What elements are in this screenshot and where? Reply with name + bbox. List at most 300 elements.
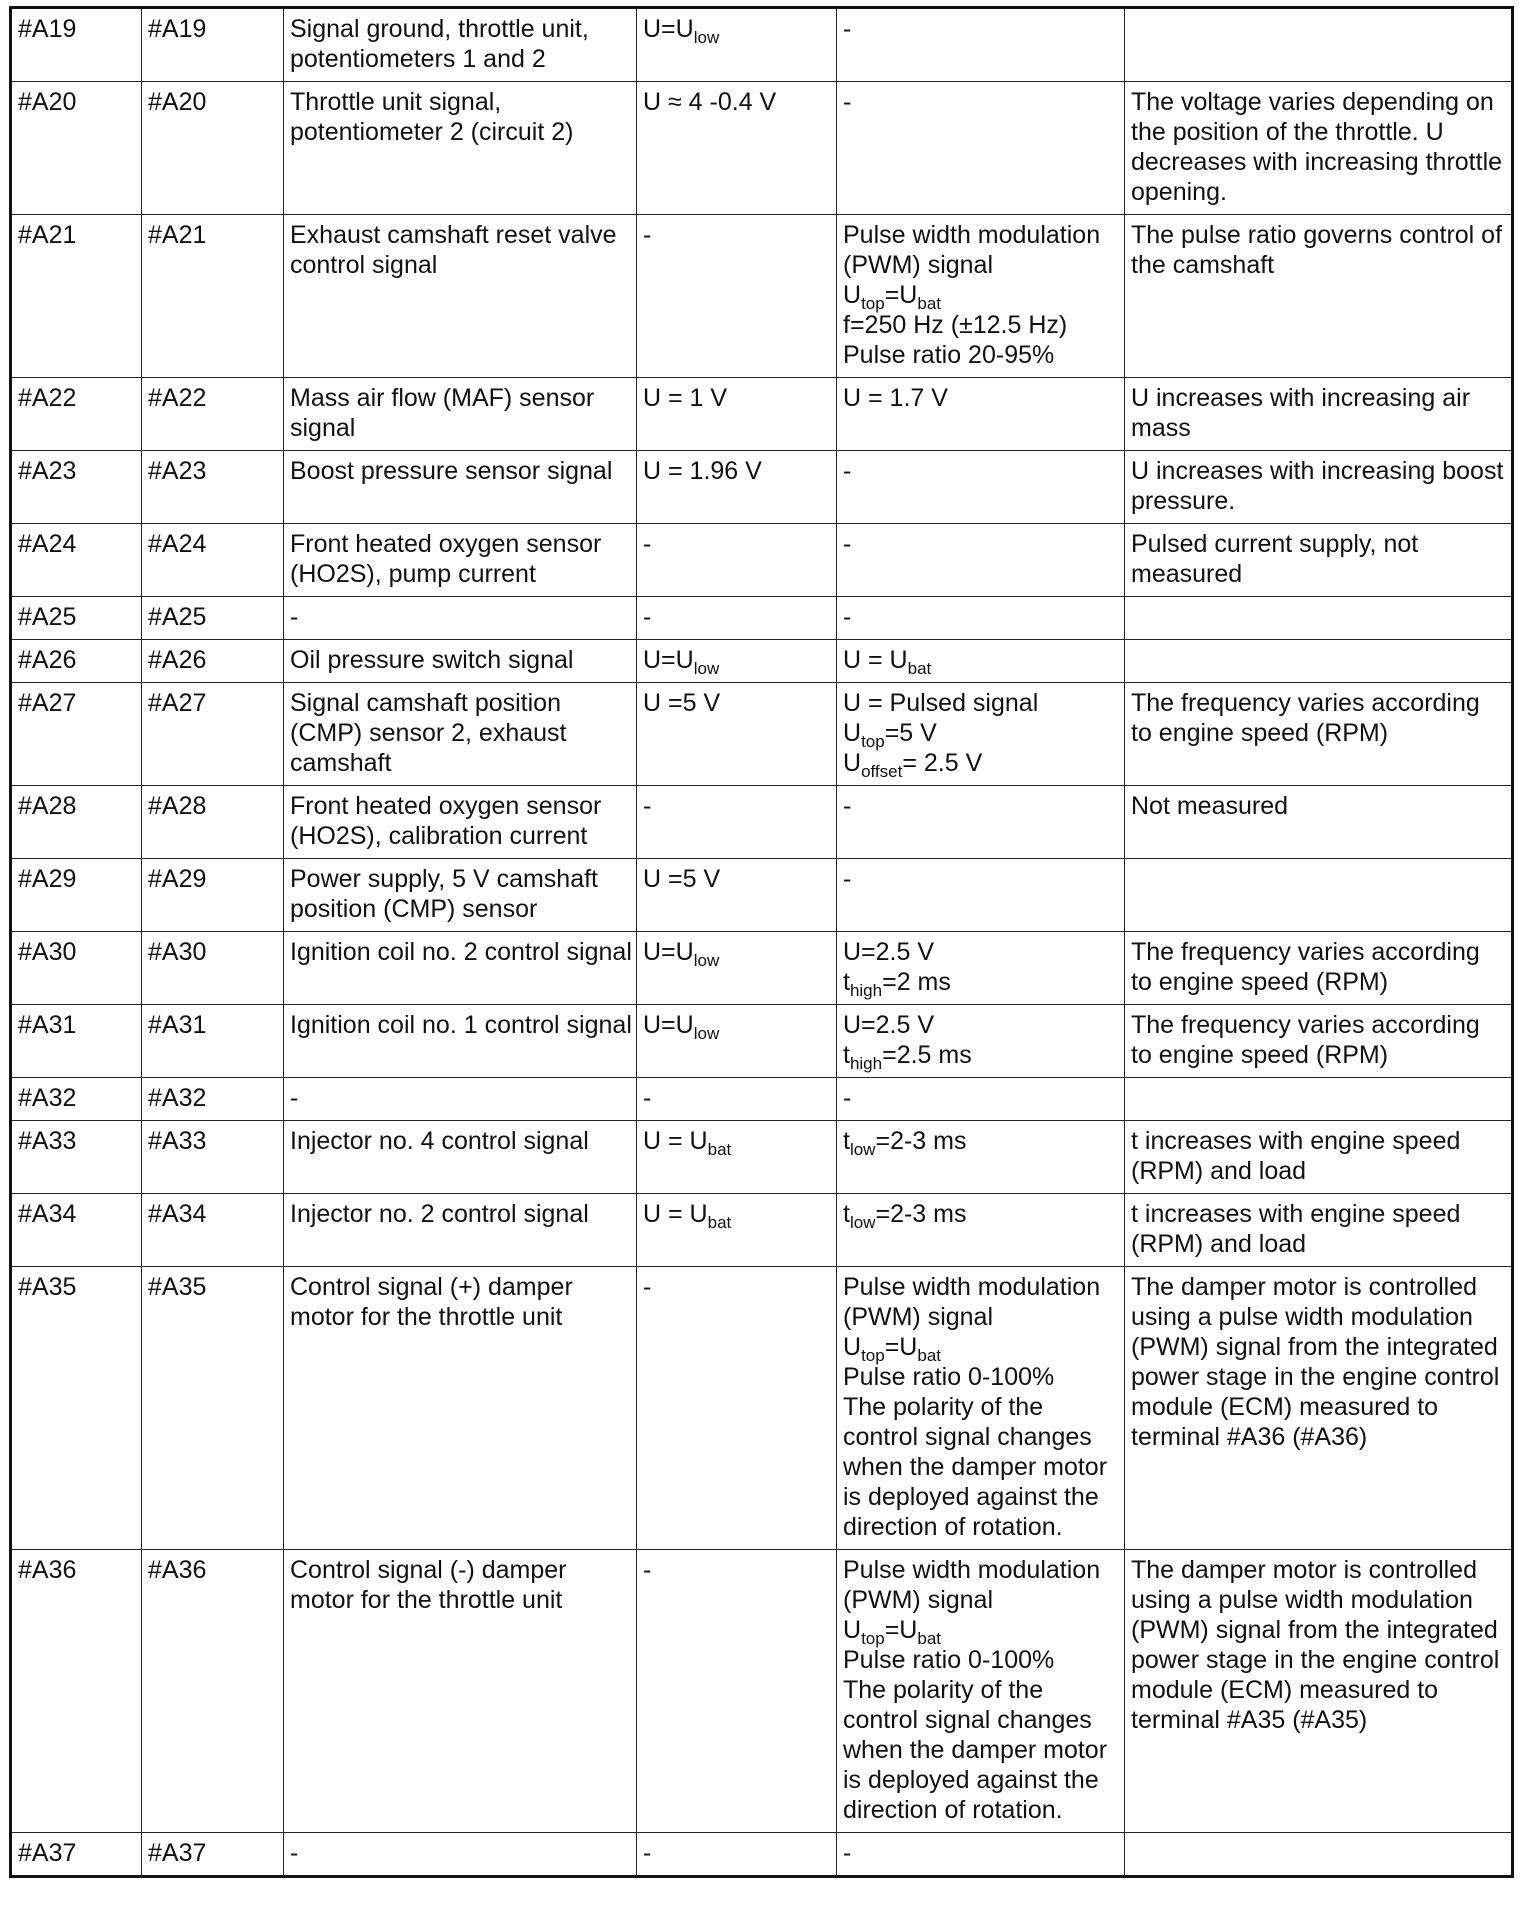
cell-line: (PWM) signal <box>843 1586 994 1614</box>
cell-text: #A23 <box>18 457 77 485</box>
cell-line <box>643 14 832 47</box>
cell-value-b <box>837 82 1125 215</box>
cell-line: Power supply, 5 V camshaft <box>290 865 599 893</box>
cell-line: - <box>843 865 852 893</box>
cell-line: The damper motor is controlled <box>1131 1273 1477 1301</box>
cell-pin <box>11 786 142 859</box>
cell-text: #A31 <box>148 1011 207 1039</box>
cell-line: Pulse width modulation <box>843 1556 1101 1584</box>
cell-value-b <box>837 1267 1125 1550</box>
cell-text: #A37 <box>148 1839 207 1867</box>
cell-text: #A31 <box>18 1011 77 1039</box>
cell-line: Pulse ratio 0-100% <box>843 1363 1055 1391</box>
cell-value-b <box>837 1194 1125 1267</box>
cell-line: The damper motor is controlled <box>1131 1556 1477 1584</box>
subscript: top <box>861 1629 885 1648</box>
table-row <box>11 1267 1513 1550</box>
cell-line: Throttle unit signal, <box>290 88 502 116</box>
text-segment: U=U <box>643 15 694 43</box>
cell-line: camshaft <box>290 749 392 777</box>
cell-line: (RPM) and load <box>1131 1157 1307 1185</box>
cell-description <box>284 524 637 597</box>
cell-ref <box>142 451 284 524</box>
cell-value-a <box>637 597 837 640</box>
cell-line: U = 1 V <box>643 384 728 412</box>
subscript: low <box>849 1140 876 1159</box>
cell-value-b <box>837 215 1125 378</box>
cell-ref <box>142 1005 284 1078</box>
subscript: bat <box>707 1213 732 1232</box>
cell-line <box>643 937 832 970</box>
text-segment: =2.5 ms <box>882 1041 972 1069</box>
cell-line: t increases with engine speed <box>1131 1127 1461 1155</box>
cell-line: opening. <box>1131 178 1227 206</box>
subscript: bat <box>907 659 932 678</box>
table-row <box>11 640 1513 683</box>
cell-value-a <box>637 215 837 378</box>
cell-line: U increases with increasing boost <box>1131 457 1504 485</box>
cell-text: #A32 <box>148 1084 207 1112</box>
cell-line: direction of rotation. <box>843 1513 1063 1541</box>
cell-text: #A25 <box>148 603 207 631</box>
subscript: high <box>849 1054 883 1073</box>
cell-line: - <box>843 1084 852 1112</box>
cell-line: U = 1.7 V <box>843 384 948 412</box>
subscript: low <box>693 28 720 47</box>
cell-text: #A24 <box>18 530 77 558</box>
cell-line <box>843 645 1120 678</box>
cell-line: - <box>643 1084 652 1112</box>
text-segment: =2-3 ms <box>875 1127 967 1155</box>
cell-description <box>284 1078 637 1121</box>
cell-line: - <box>643 792 652 820</box>
cell-pin <box>11 1267 142 1550</box>
cell-line: Pulsed current supply, not <box>1131 530 1419 558</box>
cell-ref <box>142 786 284 859</box>
cell-value-a <box>637 1078 837 1121</box>
cell-pin <box>11 597 142 640</box>
text-segment: t <box>843 1200 850 1228</box>
cell-value-a <box>637 8 837 82</box>
cell-pin <box>11 932 142 1005</box>
cell-text: #A30 <box>148 938 207 966</box>
text-segment: U=U <box>643 938 694 966</box>
text-segment: U = U <box>643 1127 708 1155</box>
cell-text: #A27 <box>18 689 77 717</box>
cell-pin <box>11 215 142 378</box>
cell-text: #A22 <box>148 384 207 412</box>
cell-text: #A36 <box>148 1556 207 1584</box>
cell-comment <box>1125 524 1513 597</box>
cell-line: direction of rotation. <box>843 1796 1063 1824</box>
cell-line: (PWM) signal <box>843 251 994 279</box>
cell-value-b <box>837 932 1125 1005</box>
cell-ref <box>142 378 284 451</box>
cell-description <box>284 597 637 640</box>
cell-value-a <box>637 683 837 786</box>
text-segment: U=U <box>643 646 694 674</box>
cell-line: decreases with increasing throttle <box>1131 148 1503 176</box>
cell-line: - <box>643 221 652 249</box>
cell-text: #A25 <box>18 603 77 631</box>
cell-value-b <box>837 1550 1125 1833</box>
cell-ref <box>142 1550 284 1833</box>
cell-value-a <box>637 859 837 932</box>
subscript: low <box>849 1213 876 1232</box>
cell-line: position (CMP) sensor <box>290 895 538 923</box>
cell-value-a <box>637 640 837 683</box>
cell-value-a <box>637 378 837 451</box>
cell-ref <box>142 1833 284 1877</box>
cell-line: control signal changes <box>843 1706 1092 1734</box>
cell-ref <box>142 1121 284 1194</box>
cell-line: Front heated oxygen sensor <box>290 792 602 820</box>
cell-line: to engine speed (RPM) <box>1131 719 1389 747</box>
text-segment: U = U <box>643 1200 708 1228</box>
cell-description <box>284 1194 637 1267</box>
cell-pin <box>11 82 142 215</box>
cell-line: U = 1.96 V <box>643 457 762 485</box>
cell-line: motor for the throttle unit <box>290 1586 563 1614</box>
table-body <box>11 8 1513 1877</box>
cell-line: Injector no. 4 control signal <box>290 1127 589 1155</box>
cell-ref <box>142 1078 284 1121</box>
cell-line: Not measured <box>1131 792 1289 820</box>
cell-line: control signal <box>290 251 438 279</box>
cell-text: #A32 <box>18 1084 77 1112</box>
cell-ref <box>142 1194 284 1267</box>
cell-description <box>284 1550 637 1833</box>
text-segment: t <box>843 1127 850 1155</box>
cell-pin <box>11 859 142 932</box>
text-segment: U <box>843 1333 862 1361</box>
cell-pin <box>11 451 142 524</box>
text-segment: t <box>843 1041 850 1069</box>
cell-comment <box>1125 1550 1513 1833</box>
cell-line: (RPM) and load <box>1131 1230 1307 1258</box>
cell-line: terminal #A35 (#A35) <box>1131 1706 1368 1734</box>
cell-line: The frequency varies according <box>1131 1011 1480 1039</box>
subscript: bat <box>707 1140 732 1159</box>
cell-line: U =5 V <box>643 865 721 893</box>
cell-line: module (ECM) measured to <box>1131 1676 1439 1704</box>
cell-ref <box>142 597 284 640</box>
cell-line: when the damper motor <box>843 1736 1108 1764</box>
cell-line: The frequency varies according <box>1131 938 1480 966</box>
cell-line: (PWM) signal <box>843 1303 994 1331</box>
cell-line <box>843 1040 1120 1073</box>
cell-comment <box>1125 1267 1513 1550</box>
cell-line <box>643 1010 832 1043</box>
cell-description <box>284 8 637 82</box>
cell-value-b <box>837 8 1125 82</box>
cell-line: - <box>290 603 299 631</box>
subscript: top <box>861 294 885 313</box>
cell-text: #A28 <box>18 792 77 820</box>
cell-line: Pulse width modulation <box>843 1273 1101 1301</box>
cell-line: - <box>843 15 852 43</box>
cell-description <box>284 451 637 524</box>
cell-line: - <box>843 792 852 820</box>
text-segment: U <box>843 281 862 309</box>
cell-text: #A30 <box>18 938 77 966</box>
cell-line: power stage in the engine control <box>1131 1363 1500 1391</box>
cell-text: #A34 <box>148 1200 207 1228</box>
subscript: low <box>693 659 720 678</box>
cell-line <box>843 718 1120 751</box>
cell-value-b <box>837 1005 1125 1078</box>
cell-line: The pulse ratio governs control of <box>1131 221 1503 249</box>
cell-line: Ignition coil no. 2 control signal <box>290 938 632 966</box>
table-row <box>11 82 1513 215</box>
cell-description <box>284 640 637 683</box>
text-segment: =U <box>884 1333 918 1361</box>
cell-value-a <box>637 82 837 215</box>
cell-line: module (ECM) measured to <box>1131 1393 1439 1421</box>
cell-pin <box>11 1121 142 1194</box>
cell-comment <box>1125 1005 1513 1078</box>
subscript: top <box>861 1346 885 1365</box>
text-segment: U=U <box>643 1011 694 1039</box>
text-segment: =U <box>884 281 918 309</box>
cell-text: #A24 <box>148 530 207 558</box>
table-row <box>11 932 1513 1005</box>
cell-line: control signal changes <box>843 1423 1092 1451</box>
subscript: bat <box>917 294 941 313</box>
cell-value-a <box>637 1194 837 1267</box>
cell-comment <box>1125 378 1513 451</box>
cell-pin <box>11 1005 142 1078</box>
cell-pin <box>11 8 142 82</box>
subscript: bat <box>917 1629 941 1648</box>
table-row <box>11 786 1513 859</box>
text-segment: =2-3 ms <box>875 1200 967 1228</box>
table-row <box>11 451 1513 524</box>
cell-value-a <box>637 451 837 524</box>
cell-text: #A21 <box>148 221 207 249</box>
cell-line: when the damper motor <box>843 1453 1108 1481</box>
table-row <box>11 597 1513 640</box>
cell-line: - <box>843 457 852 485</box>
cell-description <box>284 786 637 859</box>
cell-value-a <box>637 786 837 859</box>
text-segment: U <box>843 749 862 777</box>
cell-line: to engine speed (RPM) <box>1131 968 1389 996</box>
cell-text: #A19 <box>148 15 207 43</box>
cell-line: - <box>643 530 652 558</box>
table-row <box>11 859 1513 932</box>
cell-line <box>843 1332 1120 1365</box>
subscript: offset <box>861 762 903 781</box>
cell-text: #A29 <box>18 865 77 893</box>
cell-text: #A27 <box>148 689 207 717</box>
cell-line: Signal ground, throttle unit, <box>290 15 589 43</box>
cell-ref <box>142 683 284 786</box>
cell-comment <box>1125 8 1513 82</box>
cell-text: #A19 <box>18 15 77 43</box>
cell-description <box>284 1833 637 1877</box>
cell-line <box>843 967 1120 1000</box>
cell-description <box>284 1121 637 1194</box>
cell-comment <box>1125 597 1513 640</box>
cell-text: #A37 <box>18 1839 77 1867</box>
cell-description <box>284 82 637 215</box>
cell-line: U ≈ 4 -0.4 V <box>643 88 777 116</box>
cell-text: #A28 <box>148 792 207 820</box>
cell-value-a <box>637 1550 837 1833</box>
cell-ref <box>142 8 284 82</box>
cell-line: (PWM) signal from the integrated <box>1131 1333 1498 1361</box>
cell-text: #A34 <box>18 1200 77 1228</box>
cell-value-b <box>837 378 1125 451</box>
cell-description <box>284 215 637 378</box>
cell-text: #A20 <box>18 88 77 116</box>
cell-line: - <box>843 88 852 116</box>
cell-ref <box>142 859 284 932</box>
cell-line: (CMP) sensor 2, exhaust <box>290 719 567 747</box>
cell-value-a <box>637 1267 837 1550</box>
cell-line: Exhaust camshaft reset valve <box>290 221 617 249</box>
cell-line: The polarity of the <box>843 1393 1044 1421</box>
cell-text: #A35 <box>148 1273 207 1301</box>
cell-line: Front heated oxygen sensor <box>290 530 602 558</box>
cell-text: #A26 <box>18 646 77 674</box>
cell-ref <box>142 932 284 1005</box>
cell-line: pressure. <box>1131 487 1236 515</box>
cell-value-b <box>837 1121 1125 1194</box>
cell-line: f=250 Hz (±12.5 Hz) <box>843 311 1068 339</box>
cell-value-b <box>837 786 1125 859</box>
cell-value-a <box>637 1005 837 1078</box>
cell-line: U=2.5 V <box>843 1011 935 1039</box>
cell-line: The frequency varies according <box>1131 689 1480 717</box>
cell-line: (HO2S), calibration current <box>290 822 588 850</box>
cell-text: #A35 <box>18 1273 77 1301</box>
cell-ref <box>142 215 284 378</box>
cell-line: U =5 V <box>643 689 721 717</box>
cell-line: potentiometer 2 (circuit 2) <box>290 118 574 146</box>
cell-line: (HO2S), pump current <box>290 560 536 588</box>
cell-line: Mass air flow (MAF) sensor <box>290 384 595 412</box>
table-row <box>11 215 1513 378</box>
cell-line: the position of the throttle. U <box>1131 118 1444 146</box>
cell-comment <box>1125 1194 1513 1267</box>
cell-comment <box>1125 1121 1513 1194</box>
cell-text: #A33 <box>148 1127 207 1155</box>
cell-line: Signal camshaft position <box>290 689 561 717</box>
cell-line: The polarity of the <box>843 1676 1044 1704</box>
cell-comment <box>1125 786 1513 859</box>
cell-line: measured <box>1131 560 1243 588</box>
cell-line: U=2.5 V <box>843 938 935 966</box>
cell-line: power stage in the engine control <box>1131 1646 1500 1674</box>
text-segment: U = U <box>843 646 908 674</box>
table-row <box>11 683 1513 786</box>
table-row <box>11 1005 1513 1078</box>
cell-line: The voltage varies depending on <box>1131 88 1494 116</box>
cell-line: Control signal (+) damper <box>290 1273 573 1301</box>
cell-line: Pulse ratio 20-95% <box>843 341 1055 369</box>
cell-line: motor for the throttle unit <box>290 1303 563 1331</box>
table-row <box>11 1833 1513 1877</box>
text-segment: t <box>843 968 850 996</box>
cell-value-b <box>837 859 1125 932</box>
cell-description <box>284 1267 637 1550</box>
cell-value-b <box>837 640 1125 683</box>
cell-text: #A22 <box>18 384 77 412</box>
cell-text: #A23 <box>148 457 207 485</box>
cell-line: U increases with increasing air <box>1131 384 1471 412</box>
table-row <box>11 1078 1513 1121</box>
cell-ref <box>142 1267 284 1550</box>
cell-ref <box>142 640 284 683</box>
cell-line: (PWM) signal from the integrated <box>1131 1616 1498 1644</box>
cell-line: is deployed against the <box>843 1766 1099 1794</box>
cell-pin <box>11 1078 142 1121</box>
cell-comment <box>1125 215 1513 378</box>
cell-description <box>284 683 637 786</box>
text-segment: = 2.5 V <box>902 749 983 777</box>
cell-value-b <box>837 524 1125 597</box>
table-row <box>11 1194 1513 1267</box>
cell-line: - <box>843 1839 852 1867</box>
cell-line: t increases with engine speed <box>1131 1200 1461 1228</box>
cell-line: terminal #A36 (#A36) <box>1131 1423 1368 1451</box>
cell-line: - <box>643 1556 652 1584</box>
cell-description <box>284 932 637 1005</box>
subscript: bat <box>917 1346 941 1365</box>
subscript: high <box>849 981 883 1000</box>
cell-line: - <box>643 1273 652 1301</box>
cell-line <box>843 280 1120 313</box>
cell-value-b <box>837 1078 1125 1121</box>
cell-line: - <box>843 530 852 558</box>
cell-description <box>284 378 637 451</box>
cell-comment <box>1125 1833 1513 1877</box>
cell-line: mass <box>1131 414 1191 442</box>
cell-line <box>843 748 1120 781</box>
cell-comment <box>1125 683 1513 786</box>
cell-line <box>843 1615 1120 1648</box>
cell-line: - <box>290 1084 299 1112</box>
cell-line: Pulse ratio 0-100% <box>843 1646 1055 1674</box>
cell-line: Boost pressure sensor signal <box>290 457 613 485</box>
cell-line <box>643 1199 832 1232</box>
cell-line: Ignition coil no. 1 control signal <box>290 1011 632 1039</box>
cell-value-b <box>837 1833 1125 1877</box>
text-segment: =U <box>884 1616 918 1644</box>
cell-value-a <box>637 1833 837 1877</box>
cell-comment <box>1125 932 1513 1005</box>
cell-line: Injector no. 2 control signal <box>290 1200 589 1228</box>
cell-comment <box>1125 859 1513 932</box>
cell-line: signal <box>290 414 356 442</box>
cell-line: is deployed against the <box>843 1483 1099 1511</box>
text-segment: U <box>843 1616 862 1644</box>
cell-pin <box>11 524 142 597</box>
cell-value-b <box>837 683 1125 786</box>
cell-line: potentiometers 1 and 2 <box>290 45 546 73</box>
table-row <box>11 1121 1513 1194</box>
cell-line: to engine speed (RPM) <box>1131 1041 1389 1069</box>
cell-description <box>284 1005 637 1078</box>
cell-line <box>843 1126 1120 1159</box>
table-row <box>11 1550 1513 1833</box>
cell-text: #A36 <box>18 1556 77 1584</box>
cell-pin <box>11 683 142 786</box>
cell-value-a <box>637 1121 837 1194</box>
pin-table <box>9 6 1514 1878</box>
